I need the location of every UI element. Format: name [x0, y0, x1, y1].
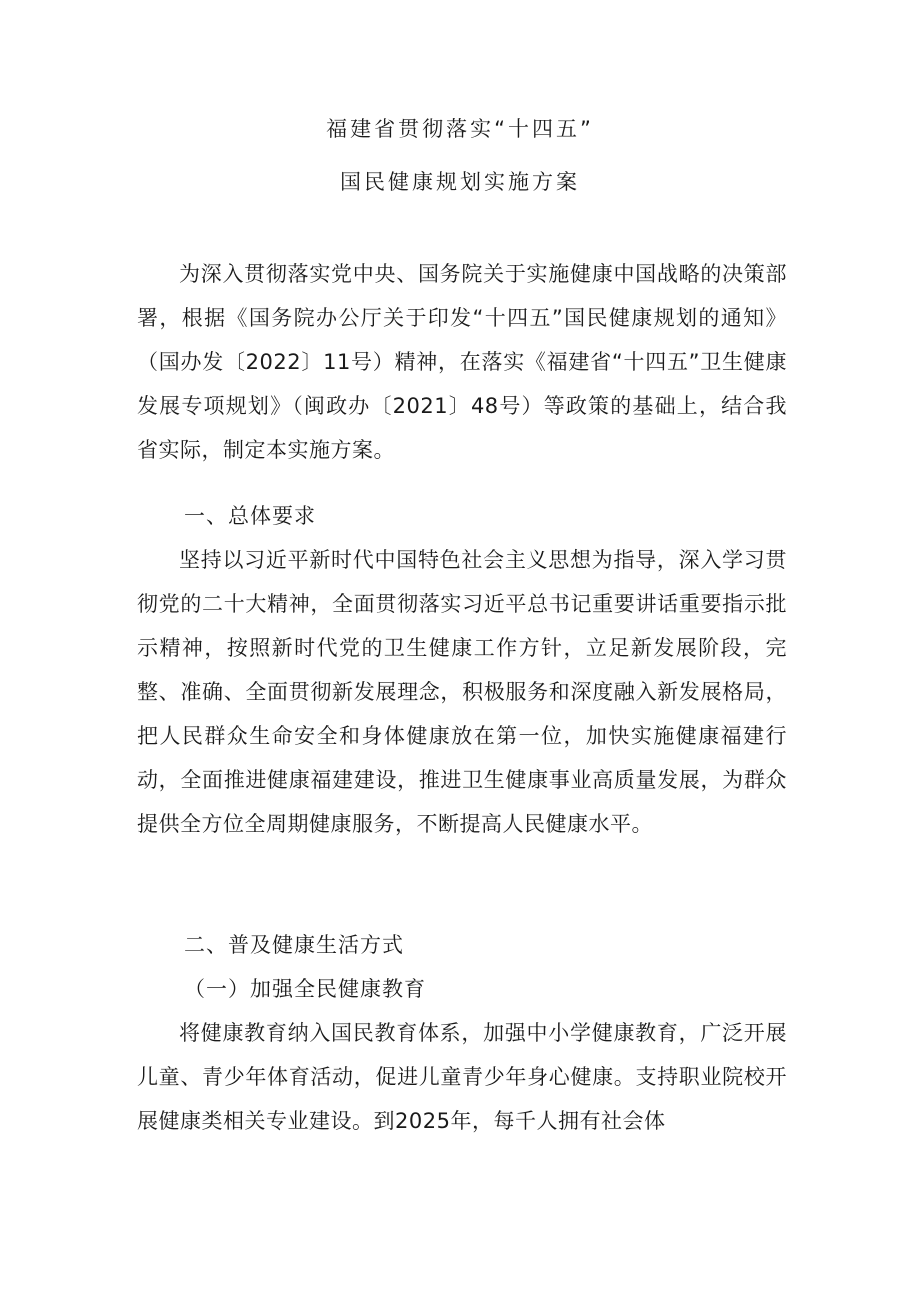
section2-heading: 二、普及健康生活方式: [184, 933, 404, 957]
document-title-line1: 福建省贯彻落实“十四五”: [326, 117, 594, 141]
subsection1-paragraph: 将健康教育纳入国民教育体系，加强中小学健康教育，广泛开展儿童、青少年体育活动，促进儿童青少年身心健康。支持职业院校开展健康类相关专业建设。到2025年，每千人拥有社会体: [137, 1021, 787, 1133]
intro-paragraph: 为深入贯彻落实党中央、国务院关于实施健康中国战略的决策部署，根据《国务院办公厅关于印发“十四五”国民健康规划的通知》（国办发〔2022〕11号）精神，在落实《福建省“十四五”卫生健康发展专项规划》（闽政办〔2021〕48号）等政策的基础上，结合我省实际，制定本实施方案。: [137, 262, 787, 462]
document-title-line2: 国民健康规划实施方案: [340, 170, 580, 194]
section1-heading: 一、总体要求: [184, 504, 316, 528]
section1-paragraph: 坚持以习近平新时代中国特色社会主义思想为指导，深入学习贯彻党的二十大精神，全面贯彻落实习近平总书记重要讲话重要指示批示精神，按照新时代党的卫生健康工作方针，立足新发展阶段，完整、准确、全面贯彻新发展理念，积极服务和深度融入新发展格局，把人民群众生命安全和身体健康放在第一位，加快实施健康福建行动，全面推进健康福建建设，推进卫生健康事业高质量发展，为群众提供全方位全周期健康服务，不断提高人民健康水平。: [137, 548, 787, 836]
subsection1-heading: （一）加强全民健康教育: [184, 977, 426, 1001]
